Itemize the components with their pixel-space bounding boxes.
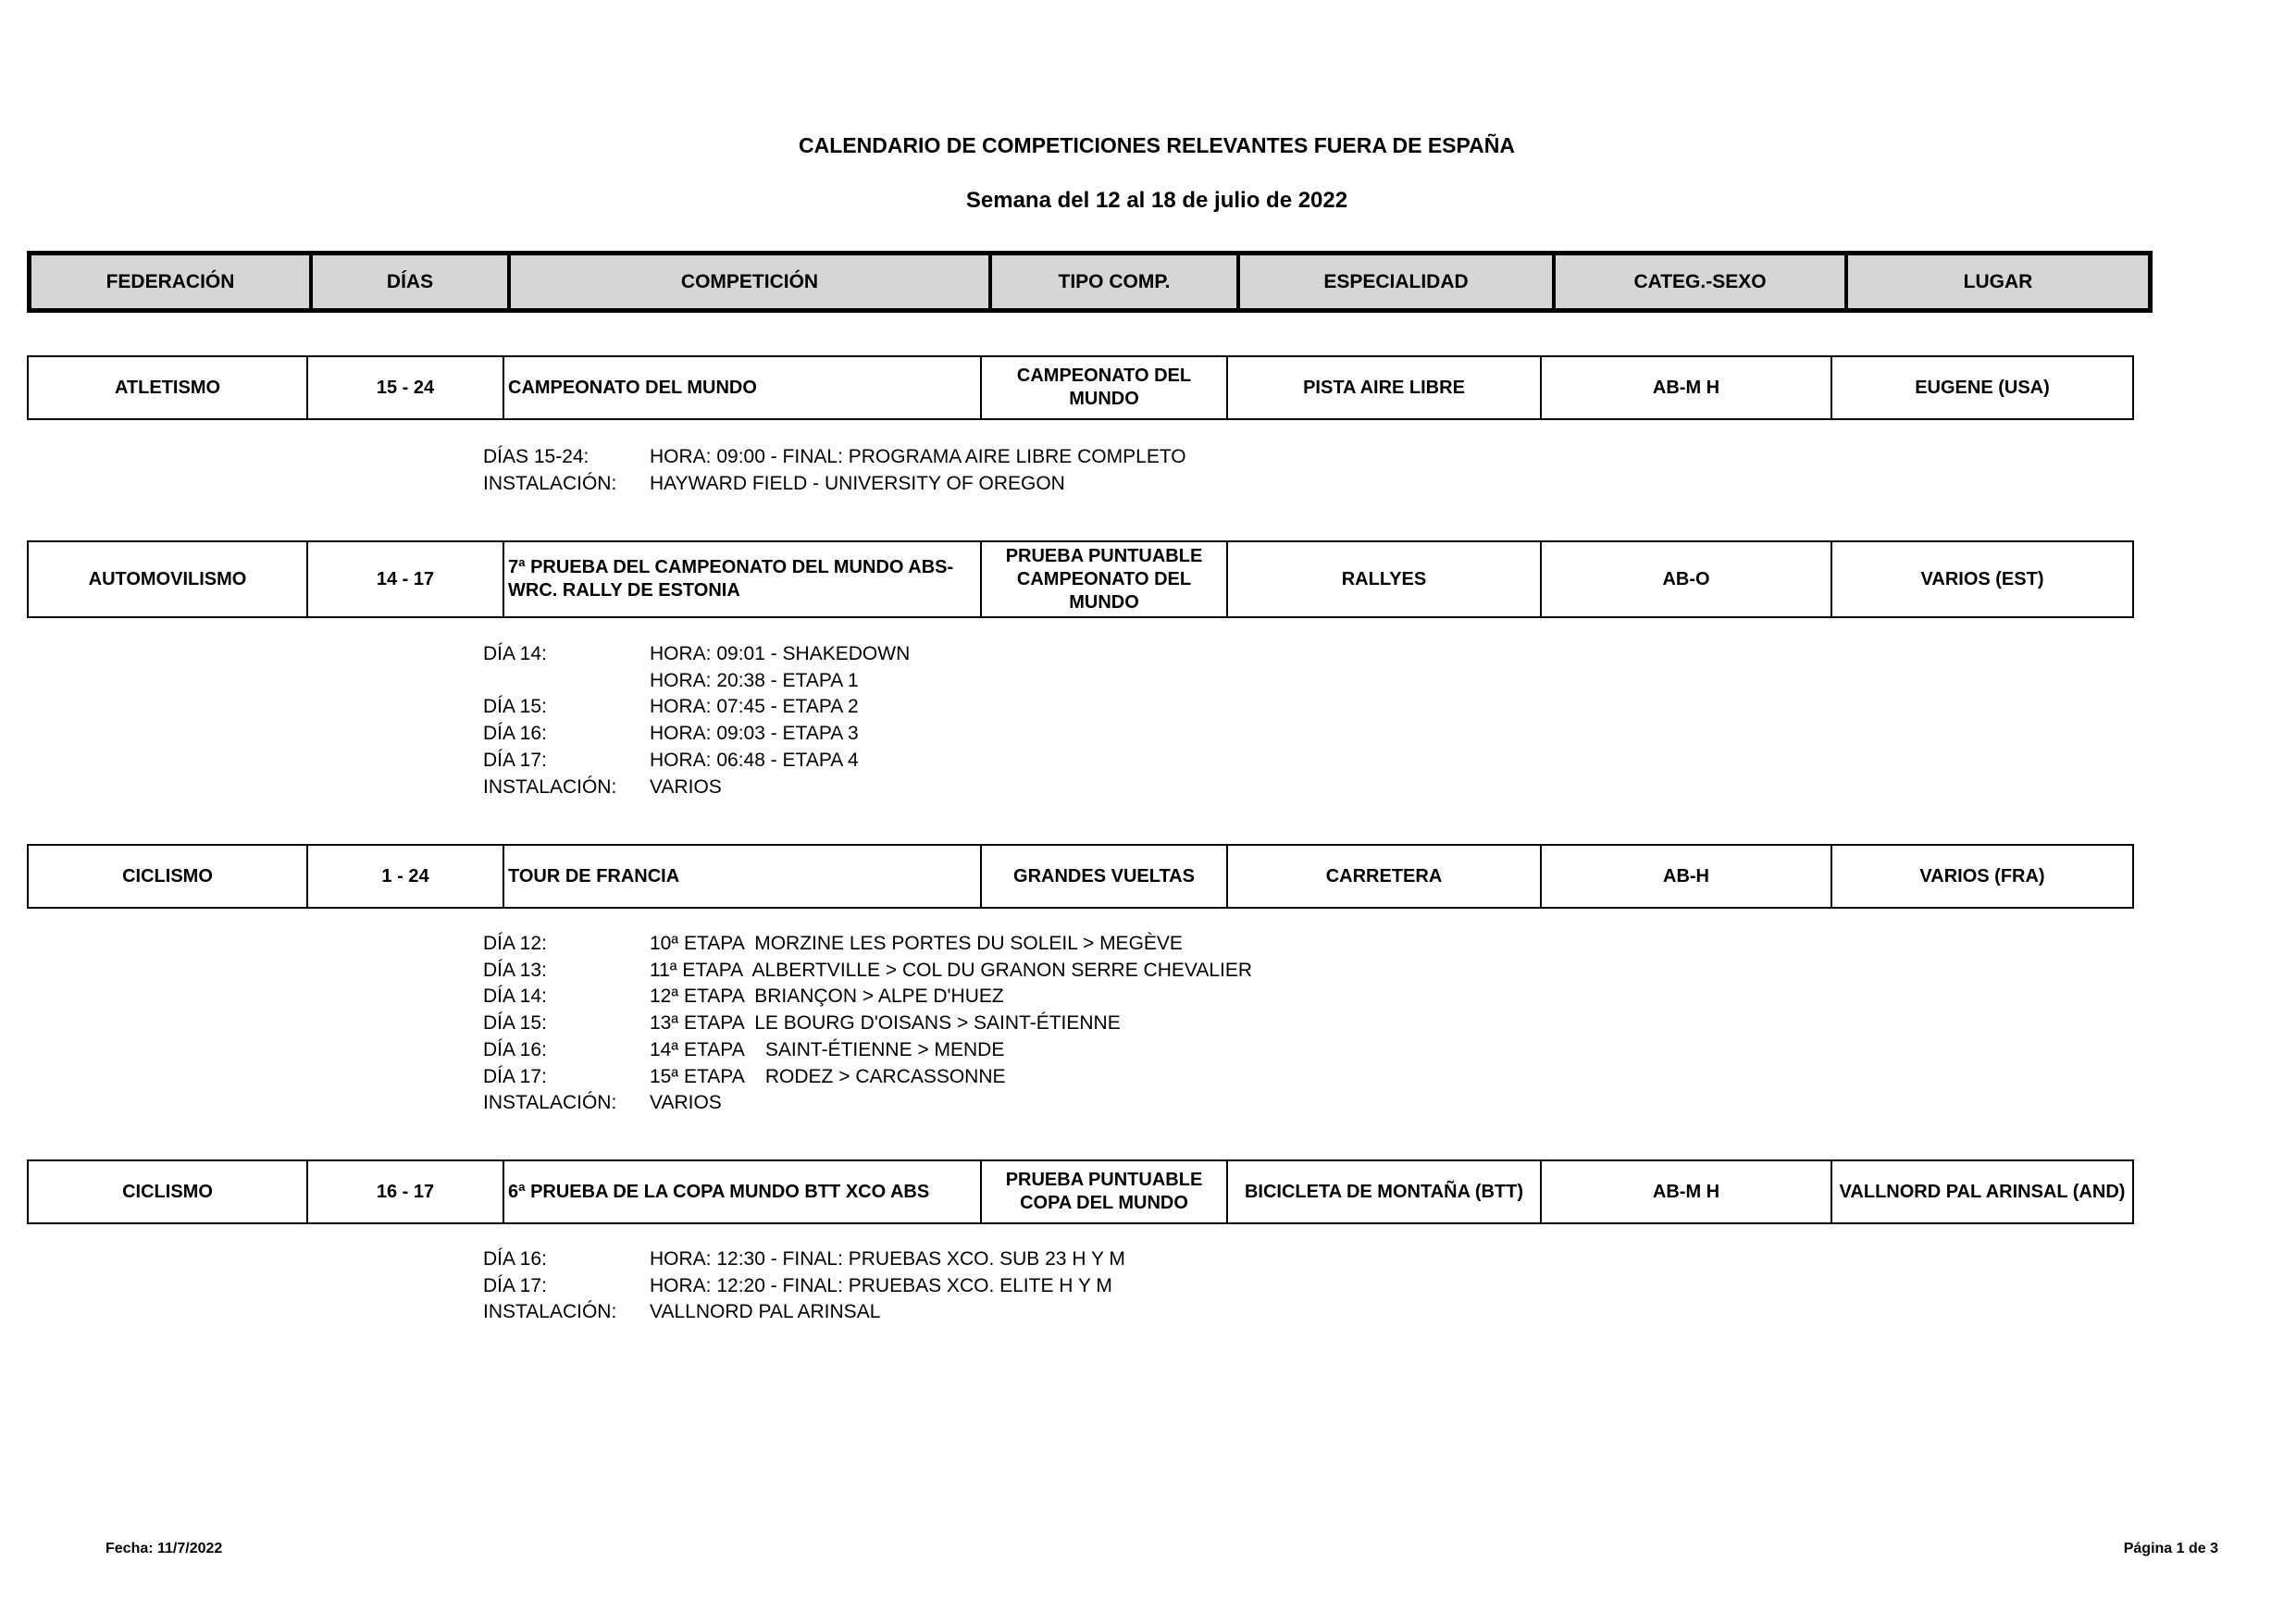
detail-value: VARIOS <box>650 1092 722 1114</box>
event-row <box>27 844 2134 909</box>
event-row <box>27 1159 2134 1224</box>
event-federacion: CICLISMO <box>28 845 307 908</box>
event-details <box>483 1246 1125 1326</box>
event-categoria: AB-H <box>1541 845 1831 908</box>
detail-value: HORA: 06:48 - ETAPA 4 <box>650 749 859 771</box>
event-dias: 16 - 17 <box>307 1160 503 1223</box>
detail-label: INSTALACIÓN: <box>483 1092 617 1114</box>
detail-label: DÍA 17: <box>483 1274 547 1296</box>
detail-label: DÍAS 15-24: <box>483 446 590 467</box>
col-header-especialidad: ESPECIALIDAD <box>1238 254 1554 311</box>
event-dias: 15 - 24 <box>307 356 503 419</box>
page-title: CALENDARIO DE COMPETICIONES RELEVANTES FUERA DE ESPAÑA <box>799 133 1515 157</box>
event-row <box>27 540 2134 618</box>
detail-value: HORA: 07:45 - ETAPA 2 <box>650 696 859 718</box>
col-header-dias: DÍAS <box>311 254 509 311</box>
detail-label: INSTALACIÓN: <box>483 1301 617 1323</box>
detail-value: VARIOS <box>650 775 722 798</box>
event-competicion: TOUR DE FRANCIA <box>503 845 981 908</box>
detail-value: 12ª ETAPA BRIANÇON > ALPE D'HUEZ <box>650 986 1004 1008</box>
detail-value: 15ª ETAPA RODEZ > CARCASSONNE <box>650 1065 1006 1087</box>
col-header-tipo: TIPO COMP. <box>990 254 1238 311</box>
detail-value: VALLNORD PAL ARINSAL <box>650 1301 881 1323</box>
event-federacion: ATLETISMO <box>28 356 307 419</box>
event-lugar: VARIOS (FRA) <box>1831 845 2133 908</box>
col-header-categoria: CATEG.-SEXO <box>1554 254 1846 311</box>
detail-label: INSTALACIÓN: <box>483 472 617 494</box>
col-header-federacion: FEDERACIÓN <box>30 254 312 311</box>
detail-value: 10ª ETAPA MORZINE LES PORTES DU SOLEIL > MEGÈVE <box>650 933 1183 954</box>
detail-label: DÍA 12: <box>483 933 547 954</box>
detail-label: DÍA 16: <box>483 723 547 745</box>
event-row <box>27 355 2134 420</box>
event-dias: 1 - 24 <box>307 845 503 908</box>
detail-label: DÍA 16: <box>483 1248 547 1270</box>
detail-label: DÍA 13: <box>483 959 547 981</box>
detail-label: DÍA 16: <box>483 1038 547 1060</box>
column-header-table <box>27 251 2153 313</box>
detail-label: DÍA 14: <box>483 643 547 664</box>
detail-value: HORA: 20:38 - ETAPA 1 <box>650 669 859 691</box>
col-header-lugar: LUGAR <box>1846 254 2151 311</box>
detail-label: DÍA 17: <box>483 749 547 771</box>
detail-value: HAYWARD FIELD - UNIVERSITY OF OREGON <box>650 472 1065 494</box>
event-details <box>483 641 910 800</box>
event-especialidad: CARRETERA <box>1227 845 1541 908</box>
detail-label: DÍA 15: <box>483 1012 547 1035</box>
event-tipo: PRUEBA PUNTUABLE COPA DEL MUNDO <box>981 1160 1227 1223</box>
col-header-competicion: COMPETICIÓN <box>509 254 990 311</box>
footer-page-number: Página 1 de 3 <box>2123 1541 2218 1556</box>
footer-date: Fecha: 11/7/2022 <box>105 1541 223 1556</box>
detail-value: HORA: 12:20 - FINAL: PRUEBAS XCO. ELITE H Y M <box>650 1274 1112 1296</box>
detail-label <box>483 668 650 695</box>
detail-value: 11ª ETAPA ALBERTVILLE > COL DU GRANON SERRE CHEVALIER <box>650 959 1253 981</box>
event-tipo: PRUEBA PUNTUABLE CAMPEONATO DEL MUNDO <box>981 541 1227 617</box>
event-especialidad: RALLYES <box>1227 541 1541 617</box>
event-lugar: VALLNORD PAL ARINSAL (AND) <box>1831 1160 2133 1223</box>
detail-label: INSTALACIÓN: <box>483 775 617 798</box>
event-competicion: 6ª PRUEBA DE LA COPA MUNDO BTT XCO ABS <box>503 1160 981 1223</box>
event-tipo: CAMPEONATO DEL MUNDO <box>981 356 1227 419</box>
event-categoria: AB-M H <box>1541 1160 1831 1223</box>
event-tipo: GRANDES VUELTAS <box>981 845 1227 908</box>
event-categoria: AB-O <box>1541 541 1831 617</box>
detail-label: DÍA 17: <box>483 1065 547 1087</box>
detail-value: 14ª ETAPA SAINT-ÉTIENNE > MENDE <box>650 1038 1005 1060</box>
event-competicion: 7ª PRUEBA DEL CAMPEONATO DEL MUNDO ABS- WRC. RALLY DE ESTONIA <box>503 541 981 617</box>
event-especialidad: PISTA AIRE LIBRE <box>1227 356 1541 419</box>
page-subtitle: Semana del 12 al 18 de julio de 2022 <box>965 188 1348 213</box>
detail-value: HORA: 09:03 - ETAPA 3 <box>650 723 859 745</box>
detail-value: 13ª ETAPA LE BOURG D'OISANS > SAINT-ÉTIENNE <box>650 1012 1121 1035</box>
event-dias: 14 - 17 <box>307 541 503 617</box>
event-details <box>483 931 1252 1117</box>
event-lugar: VARIOS (EST) <box>1831 541 2133 617</box>
detail-label: DÍA 15: <box>483 696 547 718</box>
event-lugar: EUGENE (USA) <box>1831 356 2133 419</box>
event-categoria: AB-M H <box>1541 356 1831 419</box>
event-federacion: CICLISMO <box>28 1160 307 1223</box>
detail-label: DÍA 14: <box>483 986 547 1008</box>
event-especialidad: BICICLETA DE MONTAÑA (BTT) <box>1227 1160 1541 1223</box>
detail-value: HORA: 12:30 - FINAL: PRUEBAS XCO. SUB 23 H Y M <box>650 1248 1125 1270</box>
event-details <box>483 444 1186 497</box>
detail-value: HORA: 09:01 - SHAKEDOWN <box>650 643 911 664</box>
event-competicion: CAMPEONATO DEL MUNDO <box>503 356 981 419</box>
detail-value: HORA: 09:00 - FINAL: PROGRAMA AIRE LIBRE COMPLETO <box>650 446 1186 467</box>
event-federacion: AUTOMOVILISMO <box>28 541 307 617</box>
